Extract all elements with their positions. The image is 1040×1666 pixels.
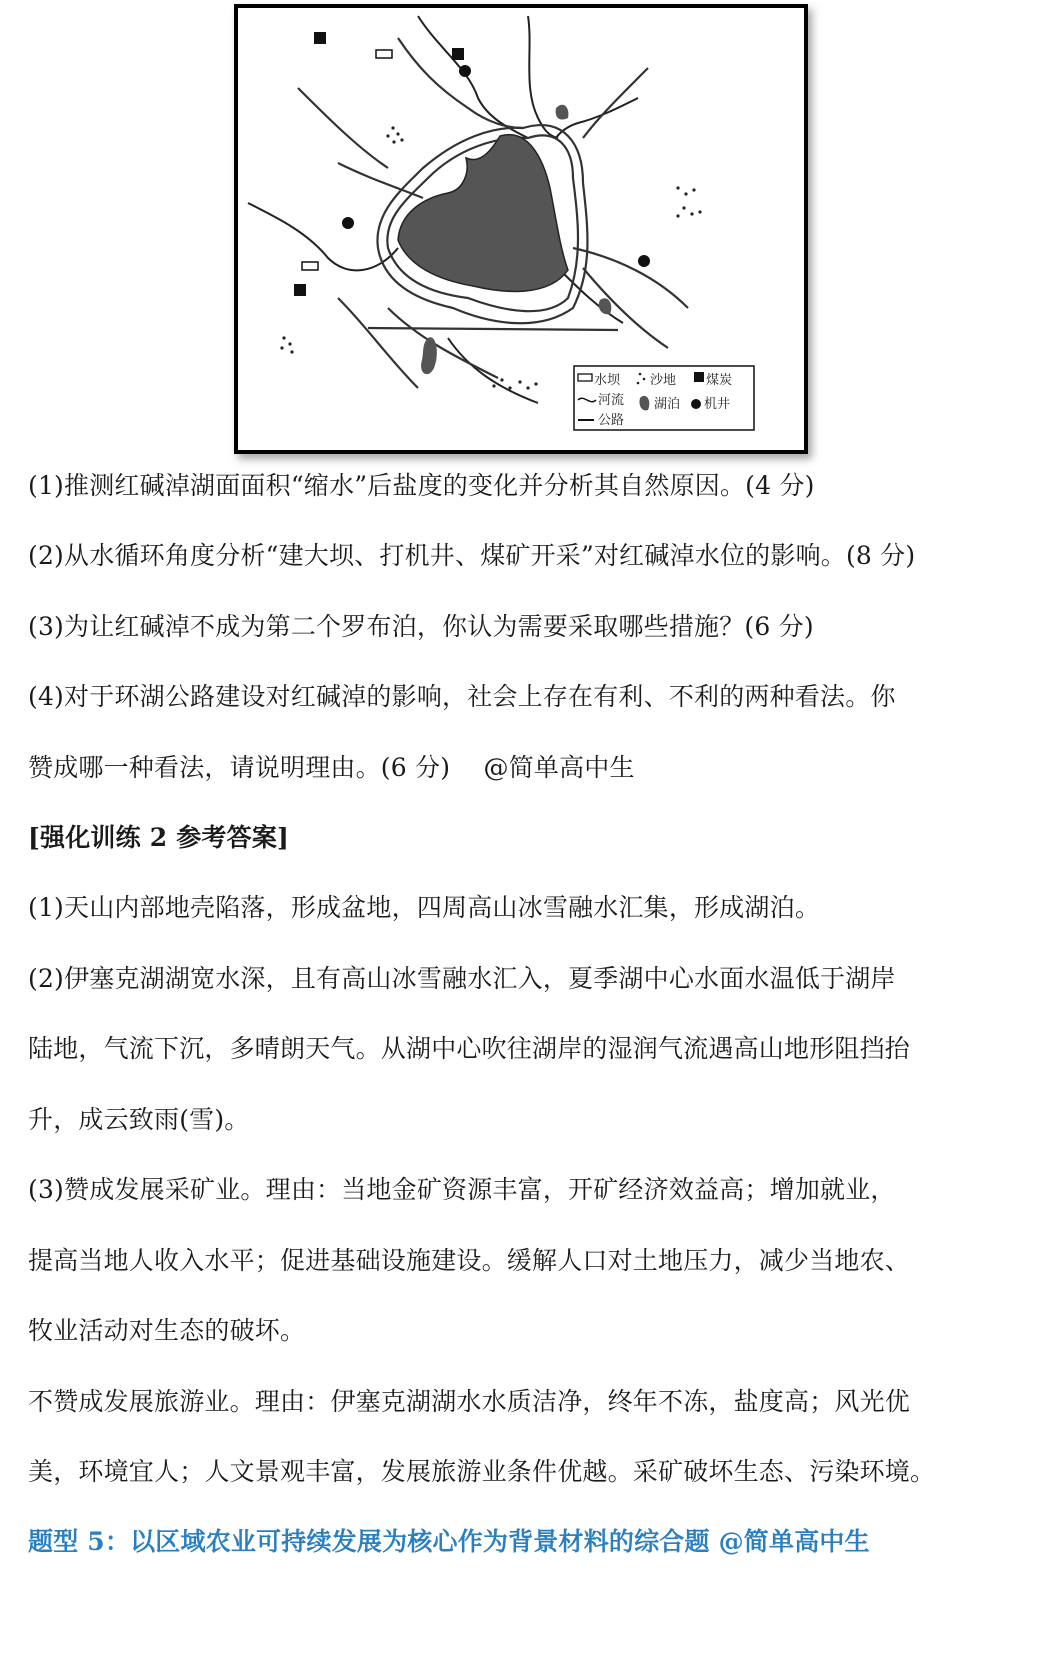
road-se [583,268,668,348]
coal-marker [452,48,464,60]
answer-3-line-1: (3)赞成发展采矿业。理由：当地金矿资源丰富，开矿经济效益高；增加就业， [28,1175,896,1204]
lake-shape [398,135,568,292]
answer-4-line-1: 不赞成发展旅游业。理由：伊塞克湖湖水水质洁净，终年不冻，盐度高；风光优 [28,1387,911,1416]
road-ne [583,68,648,138]
question-4-line-1: (4)对于环湖公路建设对红碱淖的影响，社会上存在有利、不利的两种看法。你 [28,682,896,711]
coal-marker [294,284,306,296]
question-2: (2)从水循环角度分析“建大坝、打机井、煤矿开采”对红碱淖水位的影响。(8 分) [28,541,916,570]
small-lake-ne [556,105,569,120]
answer-heading: [强化训练 2 参考答案] [28,823,290,852]
legend-sand: 沙地 [650,373,677,388]
legend-well: 机井 [704,397,731,412]
legend-dam: 水坝 [594,373,621,388]
well-marker [459,65,471,77]
answer-3-line-2: 提高当地人收入水平；促进基础设施建设。缓解人口对土地压力，减少当地农、 [28,1246,911,1275]
answer-2-line-3: 升，成云致雨(雪)。 [28,1105,250,1134]
legend-road: 公路 [598,413,625,428]
road-sw [338,298,418,388]
answer-4-line-2: 美，环境宜人；人文景观丰富，发展旅游业条件优越。采矿破坏生态、污染环境。 [28,1457,936,1486]
answer-3-line-3: 牧业活动对生态的破坏。 [28,1316,306,1345]
legend-coal: 煤炭 [706,373,733,388]
answer-2-line-1: (2)伊塞克湖湖宽水深，且有高山冰雪融水汇入，夏季湖中心水面水温低于湖岸 [28,964,896,993]
question-3: (3)为让红碱淖不成为第二个罗布泊，你认为需要采取哪些措施？(6 分) [28,612,814,641]
well-marker [638,255,650,267]
section-title: 题型 5：以区域农业可持续发展为核心作为背景材料的综合题 @简单高中生 [28,1527,870,1556]
river-ne [528,16,558,138]
legend-river: 河流 [598,393,625,408]
river-east [556,98,638,138]
river-south [448,338,538,403]
river-west [248,203,398,270]
map-legend [574,366,754,430]
small-lake-se [599,298,612,314]
coal-marker [314,32,326,44]
answer-1: (1)天山内部地壳陷落，形成盆地，四周高山冰雪融水汇集，形成湖泊。 [28,893,821,922]
road-nw [298,88,388,168]
question-1: (1)推测红碱淖湖面面积“缩水”后盐度的变化并分析其自然原因。(4 分) [28,471,815,500]
small-lake-south [421,337,437,374]
map-drawing [238,8,804,450]
dam-marker [376,50,392,58]
lake-map-figure [234,4,808,454]
dam-marker [302,262,318,270]
question-4-line-2: 赞成哪一种看法，请说明理由。(6 分) @简单高中生 [28,753,635,782]
legend-lake: 湖泊 [654,397,681,412]
well-marker [342,217,354,229]
road-straight [368,328,618,330]
river-north [418,16,528,138]
answer-2-line-2: 陆地，气流下沉，多晴朗天气。从湖中心吹往湖岸的湿润气流遇高山地形阻挡抬 [28,1034,911,1063]
